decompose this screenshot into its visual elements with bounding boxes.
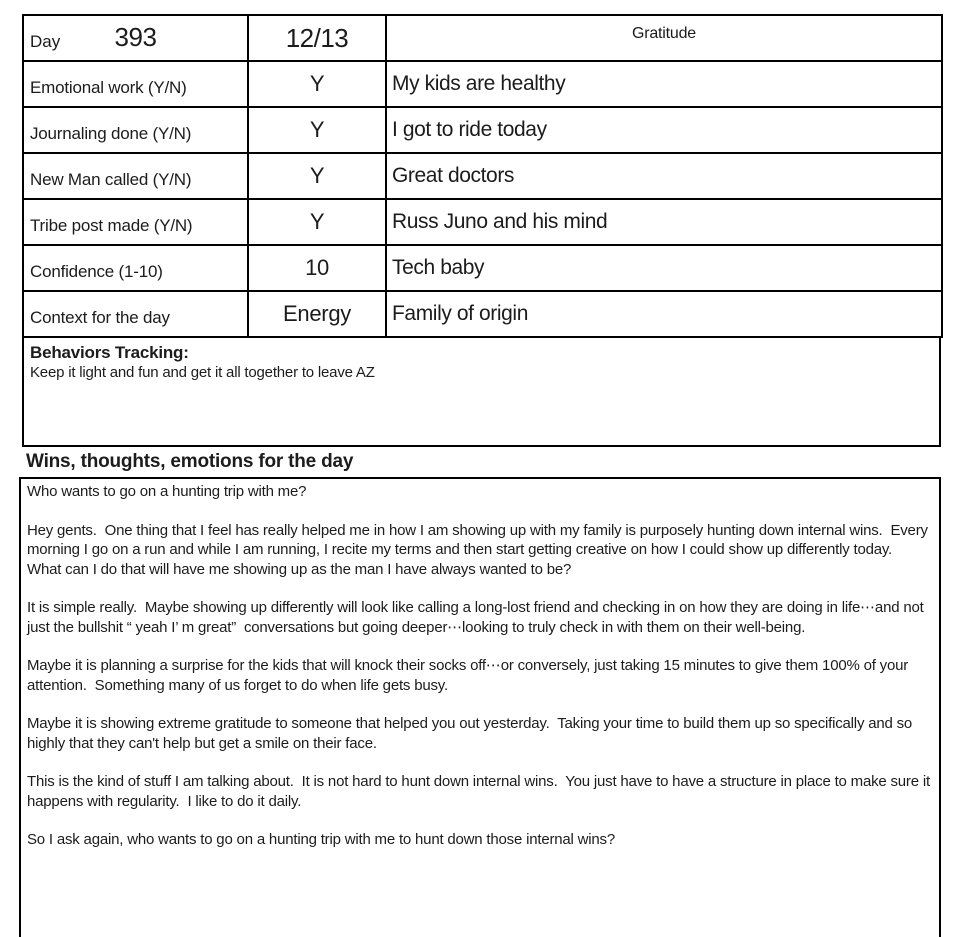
tracker-label-cell: Confidence (1-10) <box>23 245 248 291</box>
tracker-label-cell: Tribe post made (Y/N) <box>23 199 248 245</box>
tracker-label-cell: Context for the day <box>23 291 248 337</box>
tracker-row <box>23 107 942 153</box>
tracker-value-cell: 10 <box>248 245 386 291</box>
behaviors-note: Keep it light and fun and get it all together to leave AZ <box>30 364 375 381</box>
wins-paragraph: So I ask again, who wants to go on a hunting trip with me to hunt down those internal wins? <box>27 831 615 848</box>
tracker-value-cell: Y <box>248 61 386 107</box>
tracker-value-cell: Y <box>248 107 386 153</box>
wins-paragraph: It is simple really. Maybe showing up differently will look like calling a long-lost friend and checking in on how they are doing in life⋯and not just the bullshit “ yeah I’ m great” conversations but going deeper⋯looking to truly check in with them on their well-being. <box>27 599 928 636</box>
tracker-row <box>23 291 942 337</box>
gratitude-cell: My kids are healthy <box>386 61 942 107</box>
wins-text-box <box>19 477 941 937</box>
wins-paragraph: Maybe it is planning a surprise for the kids that will knock their socks off⋯or conversely, just taking 15 minutes to give them 100% of your attention. Something many of us forget to do when life gets busy. <box>27 657 913 694</box>
gratitude-cell: Tech baby <box>386 245 942 291</box>
gratitude-cell: Great doctors <box>386 153 942 199</box>
tracker-value-cell: Y <box>248 153 386 199</box>
gratitude-cell: I got to ride today <box>386 107 942 153</box>
wins-paragraph: Hey gents. One thing that I feel has really helped me in how I am showing up with my family is purposely hunting down internal wins. Every morning I go on a run and while I am running, I recite my terms and then start getting creative on how I could show up differently today. What can I do that will have me showing up as the man I have always wanted to be? <box>27 521 932 578</box>
tracker-row <box>23 153 942 199</box>
gratitude-header: Gratitude <box>386 15 942 61</box>
gratitude-cell: Russ Juno and his mind <box>386 199 942 245</box>
gratitude-cell: Family of origin <box>386 291 942 337</box>
tracker-row <box>23 245 942 291</box>
tracker-label-cell: Journaling done (Y/N) <box>23 107 248 153</box>
day-label: Day <box>30 32 61 51</box>
tracker-label-cell: New Man called (Y/N) <box>23 153 248 199</box>
day-header-cell <box>23 15 248 61</box>
day-number: 393 <box>114 22 157 52</box>
date-cell: 12/13 <box>248 15 386 61</box>
wins-section-title: Wins, thoughts, emotions for the day <box>26 451 354 472</box>
wins-paragraph: This is the kind of stuff I am talking about. It is not hard to hunt down internal wins. You just have to have a structure in place to make sure it happens with regularity. I like to do it daily. <box>27 773 934 810</box>
tracker-table <box>22 14 943 338</box>
tracker-value-cell: Y <box>248 199 386 245</box>
tracker-row <box>23 199 942 245</box>
tracker-value-cell: Energy <box>248 291 386 337</box>
tracker-header-row <box>23 15 942 61</box>
wins-paragraph: Who wants to go on a hunting trip with me? <box>27 483 307 500</box>
behaviors-title: Behaviors Tracking: <box>30 343 189 362</box>
wins-paragraph: Maybe it is showing extreme gratitude to someone that helped you out yesterday. Taking your time to build them up so specifically and so highly that they can't help but get a smile on their face. <box>27 715 917 752</box>
tracker-row <box>23 61 942 107</box>
tracker-label-cell: Emotional work (Y/N) <box>23 61 248 107</box>
behaviors-tracking-box <box>22 336 941 447</box>
